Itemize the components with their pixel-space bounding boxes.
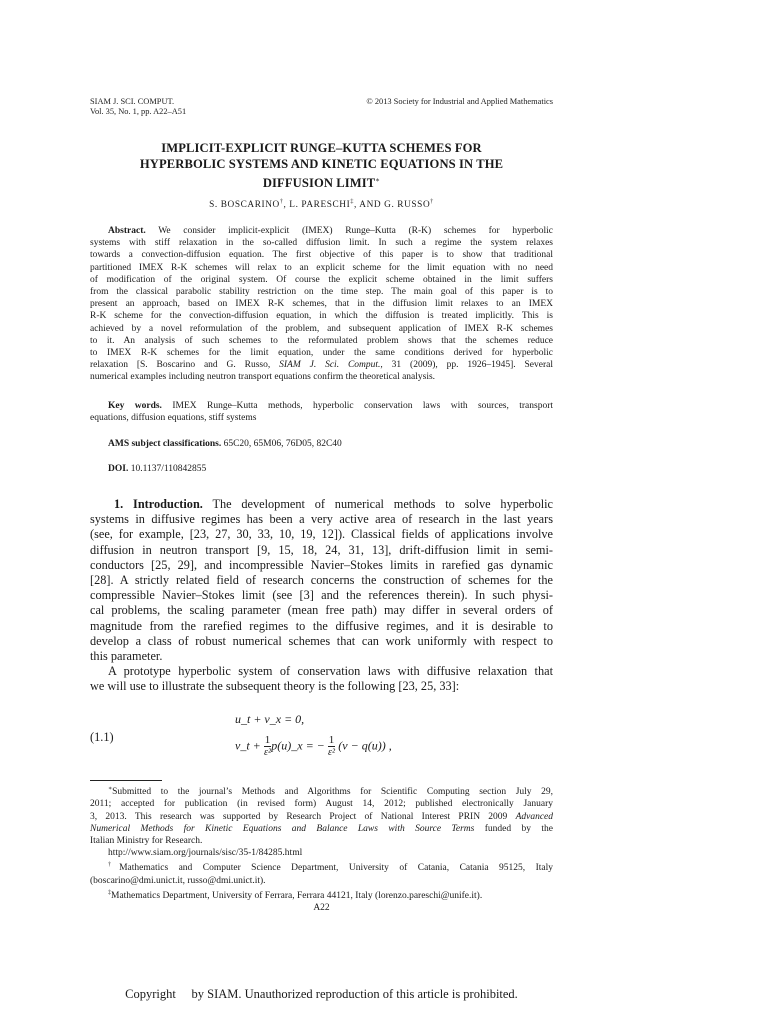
footnote-line: †Mathematics and Computer Science Department, University of Catania, Catania 95125, Italy: [108, 862, 554, 874]
abstract-line: R-K scheme for the convection-diffusion equation, in which the diffusion is treated implicitly. This is: [90, 311, 553, 322]
footnote-rule: [90, 780, 162, 781]
fraction-denominator: ε²: [328, 747, 335, 758]
body-line: conductors [25, 29], and incompressible Navier–Stokes limits in rarefied gas dynamic: [90, 557, 553, 572]
body-line: A prototype hyperbolic system of conservation laws with diffusive relaxation that: [108, 664, 553, 679]
abstract-label: Abstract.: [108, 226, 146, 236]
title-footnote-marker: ∗: [375, 176, 381, 184]
author-3: , AND G. RUSSO: [353, 200, 431, 211]
abstract-line: relaxation [S. Boscarino and G. Russo, SIAM J. Sci. Comput., 31 (2009), pp. 1926–1945]. Several: [90, 360, 553, 371]
fraction: [328, 734, 336, 759]
equation-number: (1.1): [90, 730, 114, 744]
body-line: magnitude from the rarefied regimes to the diffusive regimes, and it is desirable to: [90, 618, 553, 633]
keywords-label: Key words.: [108, 401, 162, 411]
abstract: [90, 225, 553, 384]
author-3-marker: †: [430, 199, 434, 205]
body-line: (see, for example, [23, 27, 30, 33, 10, 19, 12]). Classical fields of applications involve: [90, 527, 553, 542]
equation-line-1: u_t + v_x = 0,: [235, 712, 305, 726]
abstract-line: numerical examples including neutron transport equations confirm the theoretical analysis.: [90, 372, 436, 383]
body-line: cal problems, the scaling parameter (mean free path) may differ in several orders of: [90, 603, 553, 618]
footnote-line: ∗Submitted to the journal’s Methods and Algorithms for Scientific Computing section July 29,: [108, 786, 553, 798]
journal-volume: Vol. 35, No. 1, pp. A22–A51: [90, 107, 187, 116]
footnote-url: http://www.siam.org/journals/sisc/35-1/84285.html: [108, 848, 303, 859]
title-line-3: [90, 172, 553, 191]
footnote-line: ‡Mathematics Department, University of Ferrara, Ferrara 44121, Italy (lorenzo.pareschi@unife.it).: [108, 889, 483, 902]
journal-header: [90, 97, 186, 117]
author-1-marker: †: [279, 199, 284, 205]
section-heading: 1. Introduction.: [114, 497, 203, 511]
doi-value: 10.1137/110842855: [130, 464, 207, 474]
abstract-line: systems with stiff relaxation in the so-called diffusion limit. In such a regime the system relaxes: [90, 238, 553, 249]
abstract-line: of modification of the original system. Of course the explicit scheme obtained in the limit suffers: [90, 274, 553, 285]
body-line: we will use to illustrate the subsequent theory is the following [23, 25, 33]:: [90, 679, 460, 694]
footnote-line: Italian Ministry for Research.: [90, 835, 203, 846]
body-line: compressible Navier–Stokes limit (see [3] and the references therein). In such physi-: [90, 588, 553, 603]
abstract-line: to IMEX R-K schemes for the limit equation, under the same conditions derived for hyperbolic: [90, 348, 553, 359]
cited-journal: SIAM J. Sci. Comput.: [279, 360, 381, 371]
body-line: diffusion in neutron transport [9, 15, 18, 24, 31, 13], drift-diffusion limit in semi-: [90, 542, 553, 557]
abstract-line: to it. An analysis of such schemes to the reformulated problem shows that the schemes reduce: [90, 335, 553, 346]
equation-line-2: [235, 734, 392, 759]
abstract-line: partitioned IMEX R-K schemes will relax to an explicit scheme for the limit equation with no need: [90, 262, 553, 273]
title-line-2: HYPERBOLIC SYSTEMS AND KINETIC EQUATIONS IN THE: [139, 157, 504, 171]
paper-title: [90, 140, 553, 191]
abstract-line: present an approach, based on IMEX R-K schemes, that in the diffusion limit relaxes to an IMEX: [90, 299, 553, 310]
fraction-denominator: ε²: [264, 747, 271, 758]
ams-classifications: [108, 438, 342, 450]
ams-value: 65C20, 65M06, 76D05, 82C40: [223, 439, 342, 449]
body-line: [28]. A strictly related field of research concerns the construction of schemes for the: [90, 573, 553, 588]
eq2-middle: p(u)_x = −: [271, 738, 325, 753]
abstract-line: towards a convection-diffusion equation. The first objective of this paper is to show that traditional: [90, 250, 553, 261]
abstract-line: achieved by a novel reformulation of the problem, and subsequent application of IMEX R-K schemes: [90, 323, 553, 334]
author-1: S. BOSCARINO: [209, 200, 280, 211]
body-line: this parameter.: [90, 649, 163, 664]
page-number: A22: [313, 903, 330, 913]
journal-name: SIAM J. SCI. COMPUT.: [90, 97, 175, 106]
introduction-section: 1. Introduction. The development of numerical methods to solve hyperbolic systems in diffusive regimes has been a very active area of research in the last years (see, for example, [23, 27, 30, 33, 10, 19, 12]). Classical fields of applications involve diffusion in neutron transport [9, 15, 18, 24, 31, 13], drift-diffusion limit in semi- conductors [25, 29], and incompressible Navier–Stokes limits in rarefied gas dynamic [28]. A strictly related field of research concerns the construction of schemes for the compressible Navier–Stokes limit (see [3] and the references therein). In such physi- cal problems, the scaling parameter (mean free path) may differ in several orders of magnitude from the rarefied regimes to the diffusive regimes, and it is desirable to develop a class of robust numerical schemes that can work uniformly with respect to this parameter. A prototype hyperbolic system of conservation laws with diffusive relaxation that we will use to illustrate the subsequent theory is the following [23, 25, 33]:: [90, 497, 554, 694]
keywords-text: IMEX Runge–Kutta methods, hyperbolic conservation laws with sources, transport: [172, 401, 554, 411]
footnote-line: 3, 2013. This research was supported by Research Project of National Interest PRIN 2009 Advanced: [90, 811, 554, 822]
footnotes: [90, 783, 553, 902]
eq2-rhs: (v − q(u)) ,: [338, 738, 392, 753]
ams-label: AMS subject classifications.: [108, 439, 222, 449]
footnote-line: 2011; accepted for publication (in revised form) August 14, 2012; published electronically January: [90, 799, 553, 810]
eq2-lhs: v_t +: [235, 738, 261, 753]
copyright-line: © 2013 Society for Industrial and Applied Mathematics: [366, 97, 553, 106]
author-list: [90, 199, 553, 210]
footnote-line: (boscarino@dmi.unict.it, russo@dmi.unict.it).: [90, 875, 266, 886]
copyright-notice: Copyright by SIAM. Unauthorized reproduction of this article is prohibited.: [125, 987, 518, 1001]
title-line-3-text: DIFFUSION LIMIT: [262, 176, 376, 191]
doi: [108, 463, 206, 475]
abstract-line: Abstract. We consider implicit-explicit (IMEX) Runge–Kutta (R-K) schemes for hyperbolic: [108, 226, 553, 236]
keywords-text-2: equations, diffusion equations, stiff systems: [90, 413, 257, 424]
body-line: develop a class of robust numerical schemes that can work uniformly with respect to: [90, 633, 553, 648]
body-line: systems in diffusive regimes has been a very active area of research in the last years: [90, 512, 553, 527]
keywords: [90, 400, 553, 424]
fraction-numerator: 1: [328, 734, 335, 746]
abstract-line: from the classical parabolic stability restriction on the time step. The main goal of this paper is to: [90, 287, 553, 298]
author-2-marker: ‡: [350, 199, 354, 205]
doi-label: DOI.: [108, 464, 129, 474]
author-2: , L. PARESCHI: [283, 200, 351, 211]
title-line-1: IMPLICIT-EXPLICIT RUNGE–KUTTA SCHEMES FOR: [161, 141, 482, 155]
fraction-numerator: 1: [264, 734, 271, 746]
footnote-line: Numerical Methods for Kinetic Equations and Balance Laws with Source Terms funded by the: [90, 823, 553, 834]
